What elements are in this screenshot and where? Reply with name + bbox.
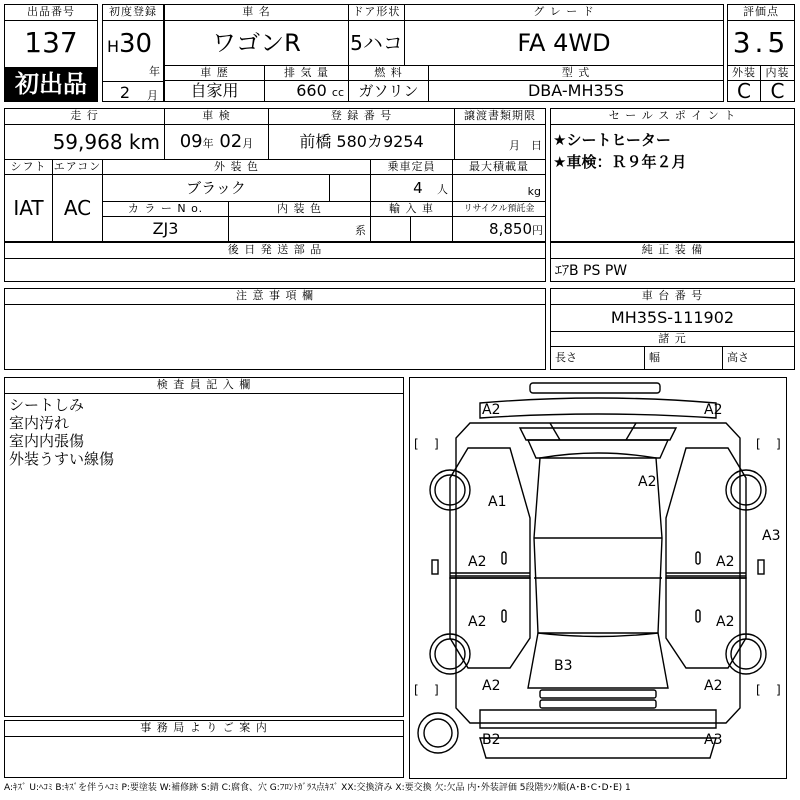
sales-points-label: セ ー ル ス ポ イ ン ト (551, 109, 794, 125)
fuel-label: 燃 料 (349, 65, 429, 81)
mileage-label: 走 行 (5, 109, 165, 125)
color-no: ZJ3 (103, 217, 229, 241)
first-listing-badge: 初出品 (5, 67, 97, 101)
bracket-open-3: [ (414, 683, 419, 697)
damage-mark: B2 (482, 732, 501, 748)
width-label: 幅 (645, 347, 723, 369)
sales-point-2: ★車検：Ｒ９年２月 (553, 153, 687, 171)
damage-mark: A3 (704, 732, 723, 748)
car-damage-diagram (409, 377, 787, 779)
inspection-date: 09年 02月 (165, 125, 269, 159)
era: H (107, 37, 119, 56)
length-label: 長さ (551, 347, 645, 369)
damage-mark: A2 (704, 402, 723, 418)
displacement: 660 cc (265, 81, 349, 101)
reg-year-unit: 年 (149, 65, 160, 77)
car-info-box (164, 4, 724, 102)
inspector-note-3: 室内内張傷 (9, 432, 85, 450)
recycle-label: リサイクル預託金 (453, 201, 545, 217)
reg-year: 30 (119, 29, 153, 59)
model-label: 型 式 (429, 65, 723, 81)
details-box (4, 108, 546, 242)
first-registration-box (102, 4, 164, 102)
score: 3.5 (732, 26, 790, 59)
score-label: 評価点 (728, 5, 794, 21)
displacement-label: 排 気 量 (265, 65, 349, 81)
damage-mark: A2 (716, 614, 735, 630)
bracket-open-1: [ (414, 437, 419, 451)
chassis-number: MH35S-111902 (610, 308, 735, 327)
inspection-label: 車 検 (165, 109, 269, 125)
shift: IAT (5, 175, 53, 241)
int-color-label: 内 装 色 (229, 201, 371, 217)
transfer-day-unit: 日 (531, 139, 542, 152)
car-name-label: 車 名 (165, 5, 349, 21)
recycle-deposit: 8,850円 (489, 220, 543, 238)
grade: FA 4WD (517, 29, 611, 57)
transfer-label: 譲渡書類期限 (455, 109, 545, 125)
inspector-note-2: 室内汚れ (9, 414, 70, 432)
ext-color-label: 外 装 色 (103, 159, 371, 175)
ext-color: ブラック (186, 179, 246, 197)
transfer-month-unit: 月 (509, 139, 520, 152)
first-reg-label: 初度登録 (103, 5, 163, 21)
damage-mark: B3 (554, 658, 573, 674)
fuel: ガソリン (349, 81, 429, 101)
int-color-unit: 系 (229, 217, 371, 241)
legend: A:ｷｽﾞ U:ﾍｺﾐ B:ｷｽﾞを伴うﾍｺﾐ P:要塗装 W:補修跡 S:錆 C:腐食、穴 G:ﾌﾛﾝﾄｶﾞﾗｽ点ｷｽﾞ XX:交換済み X:要交換 欠:欠品 内･外装評価 5段階ﾗﾝｸ順(A･B･C･D･E) 1 (4, 783, 631, 793)
history-label: 車 歴 (165, 65, 265, 81)
reg-month: 2 (119, 83, 131, 101)
damage-mark: A2 (468, 554, 487, 570)
chassis-box (550, 288, 795, 370)
registration-number: 前橋 580カ9254 (269, 125, 455, 159)
shift-label: シフト (5, 159, 53, 175)
door-shape: 5ハコ (349, 21, 405, 65)
lot-number: 137 (24, 26, 78, 59)
int-grade-label: 内装 (761, 65, 794, 81)
office-label: 事 務 局 よ り ご 案 内 (5, 721, 403, 737)
bracket-close-1: ] (434, 437, 439, 451)
damage-mark: A3 (762, 528, 781, 544)
inspector-box (4, 377, 404, 717)
damage-mark: A2 (704, 678, 723, 694)
history: 自家用 (165, 81, 265, 101)
inspector-note-4: 外装うすい線傷 (9, 450, 115, 468)
load-unit: kg (527, 185, 541, 198)
damage-mark: A2 (468, 614, 487, 630)
lot-label: 出品番号 (5, 5, 97, 21)
later-parts-label: 後 日 発 送 部 品 (5, 243, 545, 259)
bracket-close-4: ] (776, 683, 781, 697)
height-label: 高さ (727, 351, 749, 364)
mileage: 59,968 km (5, 125, 165, 159)
color-no-label: カ ラ ー N o. (103, 201, 229, 217)
inspector-note-1: シートしみ (9, 396, 85, 414)
equipment-box (550, 242, 795, 282)
registration-label: 登 録 番 号 (269, 109, 455, 125)
load-label: 最大積載量 (453, 159, 545, 175)
later-parts-box (4, 242, 546, 282)
capacity-label: 乗車定員 (371, 159, 453, 175)
ext-grade: C (728, 81, 761, 101)
reg-month-unit: 月 (147, 89, 158, 101)
notes-box (4, 288, 546, 370)
car-outline-icon (410, 378, 786, 778)
bracket-close-2: ] (776, 437, 781, 451)
ac: AC (53, 175, 103, 241)
office-box (4, 720, 404, 778)
ext-grade-label: 外装 (728, 65, 761, 81)
bracket-close-3: ] (434, 683, 439, 697)
inspector-label: 検 査 員 記 入 欄 (5, 378, 403, 394)
chassis-label: 車 台 番 号 (551, 289, 794, 305)
equipment: ｴｱB PS PW (555, 263, 628, 279)
int-grade: C (770, 81, 785, 101)
model-code: DBA-MH35S (527, 81, 624, 100)
grade-label: グ レ ー ド (405, 5, 723, 21)
damage-mark: A2 (716, 554, 735, 570)
bracket-open-2: [ (756, 437, 761, 451)
door-label: ドア形状 (349, 5, 405, 21)
damage-mark: A2 (482, 678, 501, 694)
ac-label: エアコン (53, 160, 102, 173)
notes-label: 注 意 事 項 欄 (5, 289, 545, 305)
equipment-label: 純 正 装 備 (551, 243, 794, 259)
sales-points-box (550, 108, 795, 242)
bracket-open-4: [ (756, 683, 761, 697)
spec-label: 諸 元 (551, 331, 794, 347)
damage-mark: A2 (638, 474, 657, 490)
import-label: 輸 入 車 (371, 201, 453, 217)
damage-mark: A2 (482, 402, 501, 418)
capacity: 4 人 (371, 175, 453, 201)
lot-box (4, 4, 98, 102)
score-box (727, 4, 795, 102)
sales-point-1: ★シートヒーター (553, 131, 671, 149)
car-name: ワゴンR (165, 21, 349, 65)
damage-mark: A1 (488, 494, 507, 510)
